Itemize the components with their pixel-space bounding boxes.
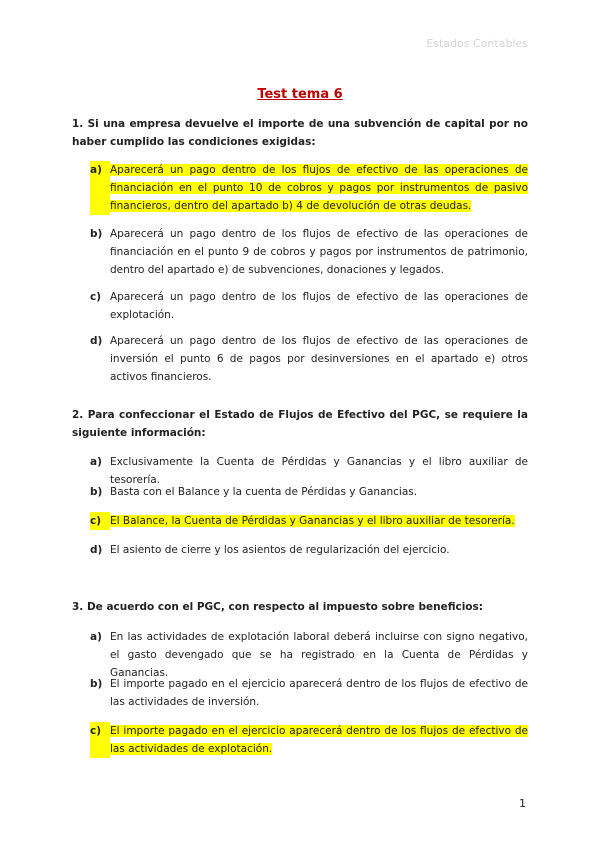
option-letter: a) [90,456,102,468]
question-1-option-a [90,161,528,215]
option-text: El importe pagado en el ejercicio aparecerá dentro de los flujos de efectivo de las actividades de inversión. [110,678,528,708]
question-1-option-c [90,288,528,324]
question-1-option-b [90,225,528,279]
option-letter: b) [90,228,103,240]
running-header: Estados Contables [426,37,528,50]
question-3-option-a [90,628,528,682]
option-text: Aparecerá un pago dentro de los flujos de efectivo de las operaciones de financiación en el punto 9 de cobros y pagos por instrumentos de patrimonio, dentro del apartado e) de subvenciones, donaciones y legados. [110,228,528,276]
option-text: El asiento de cierre y los asientos de regularización del ejercicio. [110,544,450,556]
question-2-option-c [90,512,528,530]
question-1-option-d [90,332,528,386]
question-2-option-b [90,483,528,501]
page-number: 1 [519,797,526,810]
question-2: 2. Para confeccionar el Estado de Flujos de Efectivo del PGC, se requiere la siguiente información: [72,409,528,439]
option-text: El Balance, la Cuenta de Pérdidas y Ganancias y el libro auxiliar de tesorería. [110,515,515,527]
question-3-option-c [90,722,528,758]
option-letter: c) [90,291,102,303]
question-1: 1. Si una empresa devuelve el importe de una subvención de capital por no haber cumplido las condiciones exigidas: [72,118,528,148]
option-letter: c) [90,722,110,758]
question-3-option-b [90,675,528,711]
question-2-option-d [90,541,528,559]
option-text: Aparecerá un pago dentro de los flujos de efectivo de las operaciones de financiación en el punto 10 de cobros y pagos por instrumentos de pasivo financieros, dentro del apartado b) 4 de devolución de otras deudas. [110,164,528,212]
option-letter: d) [90,544,103,556]
option-letter: b) [90,678,103,690]
option-text: El importe pagado en el ejercicio aparecerá dentro de los flujos de efectivo de las actividades de explotación. [110,725,528,755]
option-text: Basta con el Balance y la cuenta de Pérdidas y Ganancias. [110,486,418,498]
option-text: Aparecerá un pago dentro de los flujos de efectivo de las operaciones de inversión el punto 6 de pagos por desinversiones en el apartado e) otros activos financieros. [110,335,528,383]
option-letter: c) [90,512,110,530]
option-letter: a) [90,161,110,215]
option-text: En las actividades de explotación laboral deberá incluirse con signo negativo, el gasto devengado que se ha registrado en la Cuenta de Pérdidas y Ganancias. [110,631,528,679]
option-text: Aparecerá un pago dentro de los flujos de efectivo de las operaciones de explotación. [110,291,528,321]
question-3: 3. De acuerdo con el PGC, con respecto al impuesto sobre beneficios: [72,601,483,613]
option-letter: d) [90,335,103,347]
option-text: Exclusivamente la Cuenta de Pérdidas y Ganancias y el libro auxiliar de tesorería. [110,456,528,486]
page-title: Test tema 6 [257,87,343,102]
option-letter: a) [90,631,102,643]
option-letter: b) [90,486,103,498]
